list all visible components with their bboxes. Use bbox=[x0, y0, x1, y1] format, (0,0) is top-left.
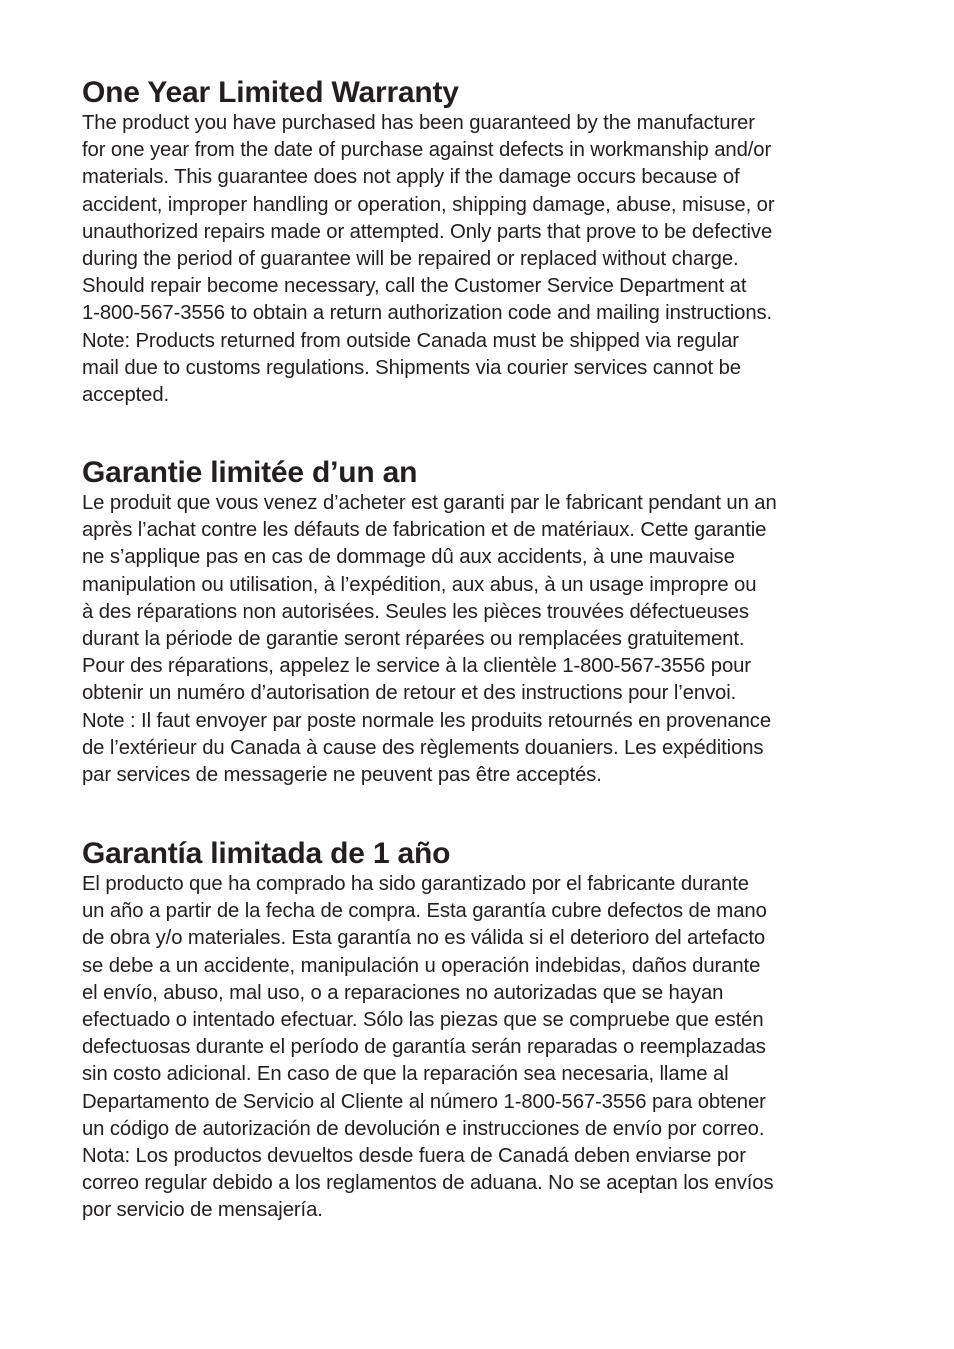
body-line: accident, improper handling or operation, shipping damage, abuse, misuse, or bbox=[82, 193, 775, 216]
body-line: obtenir un numéro d’autorisation de retour et des instructions pour l’envoi. bbox=[82, 682, 737, 705]
body-line: un código de autorización de devolución e instrucciones de envío por correo. bbox=[82, 1117, 765, 1140]
body-line: El producto que ha comprado ha sido garantizado por el fabricante durante bbox=[82, 873, 749, 895]
body-line: unauthorized repairs made or attempted. Only parts that prove to be defective bbox=[82, 220, 773, 243]
body-line: Note: Products returned from outside Canada must be shipped via regular bbox=[82, 329, 739, 352]
body-line: 1-800-567-3556 to obtain a return authorization code and mailing instructions. bbox=[82, 302, 773, 325]
body-line: during the period of guarantee will be repaired or replaced without charge. bbox=[82, 248, 739, 271]
body-line: efectuado o intentado efectuar. Sólo las piezas que se compruebe que estén bbox=[82, 1009, 764, 1032]
section-body-english bbox=[82, 110, 882, 409]
body-line: por servicio de mensajería. bbox=[82, 1199, 323, 1222]
warranty-section-english bbox=[82, 76, 882, 409]
body-line: à des réparations non autorisées. Seules les pièces trouvées défectueuses bbox=[82, 600, 749, 623]
body-line: materials. This guarantee does not apply if the damage occurs because of bbox=[82, 166, 740, 189]
body-line: après l’achat contre les défauts de fabrication et de matériaux. Cette garantie bbox=[82, 519, 767, 542]
body-line: Note : Il faut envoyer par poste normale les produits retournés en provenance bbox=[82, 709, 772, 732]
section-title-spanish: Garantía limitada de 1 año bbox=[82, 837, 451, 870]
body-line: sin costo adicional. En caso de que la reparación sea necesaria, llame al bbox=[82, 1063, 729, 1086]
body-line: se debe a un accidente, manipulación u operación indebidas, daños durante bbox=[82, 954, 761, 977]
body-line: Nota: Los productos devueltos desde fuera de Canadá deben enviarse por bbox=[82, 1145, 746, 1168]
body-line: Pour des réparations, appelez le service à la clientèle 1-800-567-3556 pour bbox=[82, 655, 751, 678]
section-body-french bbox=[82, 490, 882, 789]
body-line: el envío, abuso, mal uso, o a reparaciones no autorizadas que se hayan bbox=[82, 981, 724, 1004]
section-title-french: Garantie limitée d’un an bbox=[82, 456, 418, 489]
body-line: de obra y/o materiales. Esta garantía no es válida si el deterioro del artefacto bbox=[82, 927, 766, 950]
body-line: Le produit que vous venez d’acheter est garanti par le fabricant pendant un an bbox=[82, 492, 777, 514]
body-line: Departamento de Servicio al Cliente al número 1-800-567-3556 para obtener bbox=[82, 1090, 766, 1113]
body-line: manipulation ou utilisation, à l’expédition, aux abus, à un usage impropre ou bbox=[82, 573, 757, 596]
body-line: par services de messagerie ne peuvent pas être acceptés. bbox=[82, 764, 602, 787]
body-line: un año a partir de la fecha de compra. Esta garantía cubre defectos de mano bbox=[82, 900, 767, 923]
warranty-section-spanish bbox=[82, 837, 882, 1225]
warranty-section-french bbox=[82, 456, 882, 789]
body-line: The product you have purchased has been guaranteed by the manufacturer bbox=[82, 112, 755, 134]
body-line: for one year from the date of purchase against defects in workmanship and/or bbox=[82, 139, 772, 162]
body-line: Should repair become necessary, call the Customer Service Department at bbox=[82, 275, 747, 298]
body-line: durant la période de garantie seront réparées ou remplacées gratuitement. bbox=[82, 628, 745, 651]
section-title-english: One Year Limited Warranty bbox=[82, 76, 459, 109]
body-line: ne s’applique pas en cas de dommage dû aux accidents, à une mauvaise bbox=[82, 546, 735, 569]
body-line: mail due to customs regulations. Shipments via courier services cannot be bbox=[82, 356, 741, 379]
body-line: de l’extérieur du Canada à cause des règlements douaniers. Les expéditions bbox=[82, 736, 764, 759]
section-body-spanish bbox=[82, 871, 882, 1225]
body-line: accepted. bbox=[82, 384, 170, 407]
body-line: defectuosas durante el período de garantía serán reparadas o reemplazadas bbox=[82, 1036, 766, 1059]
body-line: correo regular debido a los reglamentos de aduana. No se aceptan los envíos bbox=[82, 1172, 774, 1195]
